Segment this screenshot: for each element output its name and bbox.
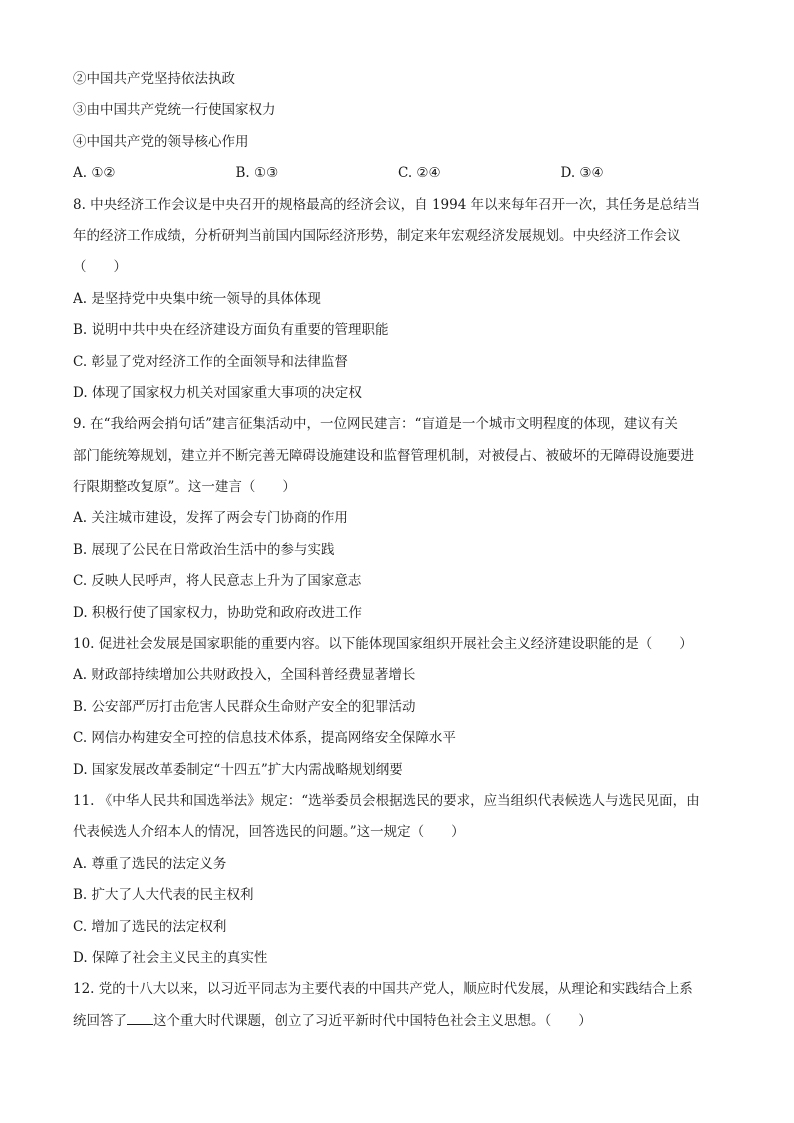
- q11-option-a[interactable]: A. 尊重了选民的法定义务: [73, 855, 227, 872]
- q8-option-c[interactable]: C. 彰显了党对经济工作的全面领导和法律监督: [73, 353, 348, 370]
- question-11: [73, 786, 723, 974]
- statement-2: ②中国共产党坚持依法执政: [73, 71, 235, 87]
- question-12: [73, 974, 723, 1037]
- q11-option-b[interactable]: B. 扩大了人大代表的民主权利: [73, 887, 254, 904]
- q8-option-d[interactable]: D. 体现了国家权力机关对国家重大事项的决定权: [73, 384, 362, 401]
- question-10: [73, 629, 723, 786]
- q9-option-a[interactable]: A. 关注城市建设，发挥了两会专门协商的作用: [73, 510, 348, 527]
- q10-option-b[interactable]: B. 公安部严厉打击危害人民群众生命财产安全的犯罪活动: [73, 698, 416, 715]
- q10-option-c[interactable]: C. 网信办构建安全可控的信息技术体系，提高网络安全保障水平: [73, 730, 456, 747]
- q8-stem-line-3: （ ）: [73, 259, 127, 276]
- q7-option-c[interactable]: C. ②④: [398, 165, 441, 182]
- q8-option-b[interactable]: B. 说明中共中央在经济建设方面负有重要的管理职能: [73, 322, 389, 339]
- q9-stem-line-3: 行限期整改复原”。这一建言（ ）: [73, 479, 296, 496]
- question-8: [73, 190, 723, 410]
- q12-stem-line-1: 12. 党的十八大以来，以习近平同志为主要代表的中国共产党人，顺应时代发展，从理论和实践结合上系: [73, 981, 693, 998]
- q8-option-a[interactable]: A. 是坚持党中央集中统一领导的具体体现: [73, 290, 321, 307]
- q7-option-b[interactable]: B. ①③: [235, 165, 279, 182]
- q11-stem-line-2: 代表候选人介绍本人的情况，回答选民的问题。”这一规定（ ）: [73, 824, 465, 841]
- q10-stem-line-1: 10. 促进社会发展是国家职能的重要内容。以下能体现国家组织开展社会主义经济建设职能的是（ ）: [73, 636, 693, 653]
- q9-option-c[interactable]: C. 反映人民呼声，将人民意志上升为了国家意志: [73, 573, 362, 590]
- exam-page: [73, 64, 723, 1037]
- q10-option-d[interactable]: D. 国家发展改革委制定“十四五”扩大内需战略规划纲要: [73, 761, 403, 778]
- q9-stem-line-1: 9. 在“我给两会捎句话”建言征集活动中，一位网民建言：“盲道是一个城市文明程度的体现，建议有关: [73, 416, 678, 433]
- fill-in-blank[interactable]: [127, 1010, 153, 1025]
- q9-option-b[interactable]: B. 展现了公民在日常政治生活中的参与实践: [73, 541, 335, 558]
- question-9: [73, 409, 723, 629]
- q8-stem-line-1: 8. 中央经济工作会议是中央召开的规格最高的经济会议，自 1994 年以来每年召开一次，其任务是总结当: [73, 196, 701, 213]
- q8-stem-line-2: 年的经济工作成绩，分析研判当前国内国际经济形势，制定来年宏观经济发展规划。中央经济工作会议: [73, 227, 681, 244]
- q11-option-d[interactable]: D. 保障了社会主义民主的真实性: [73, 949, 268, 966]
- q7-options: [73, 158, 723, 189]
- q12-stem-line-2: [73, 1006, 723, 1037]
- q10-option-a[interactable]: A. 财政部持续增加公共财政投入，全国科普经费显著增长: [73, 667, 416, 684]
- q11-stem-line-1: 11. 《中华人民共和国选举法》规定：“选举委员会根据选民的要求，应当组织代表候选人与选民见面，由: [73, 792, 700, 809]
- statement-4: ④中国共产党的领导核心作用: [73, 133, 249, 150]
- statement-3: ③由中国共产党统一行使国家权力: [73, 102, 276, 119]
- question-7-tail: [73, 64, 723, 190]
- q12-stem-before-blank: 统回答了: [73, 1012, 127, 1029]
- q7-option-d[interactable]: D. ③④: [560, 165, 604, 182]
- q9-stem-line-2: 部门能统筹规划，建立并不断完善无障碍设施建设和监督管理机制，对被侵占、被破坏的无障碍设施要进: [73, 447, 694, 464]
- q9-option-d[interactable]: D. 积极行使了国家权力，协助党和政府改进工作: [73, 604, 362, 621]
- q11-option-c[interactable]: C. 增加了选民的法定权利: [73, 918, 227, 935]
- q7-option-a[interactable]: A. ①②: [73, 165, 116, 182]
- q12-stem-after-blank: 这个重大时代课题，创立了习近平新时代中国特色社会主义思想。（ ）: [153, 1012, 592, 1029]
